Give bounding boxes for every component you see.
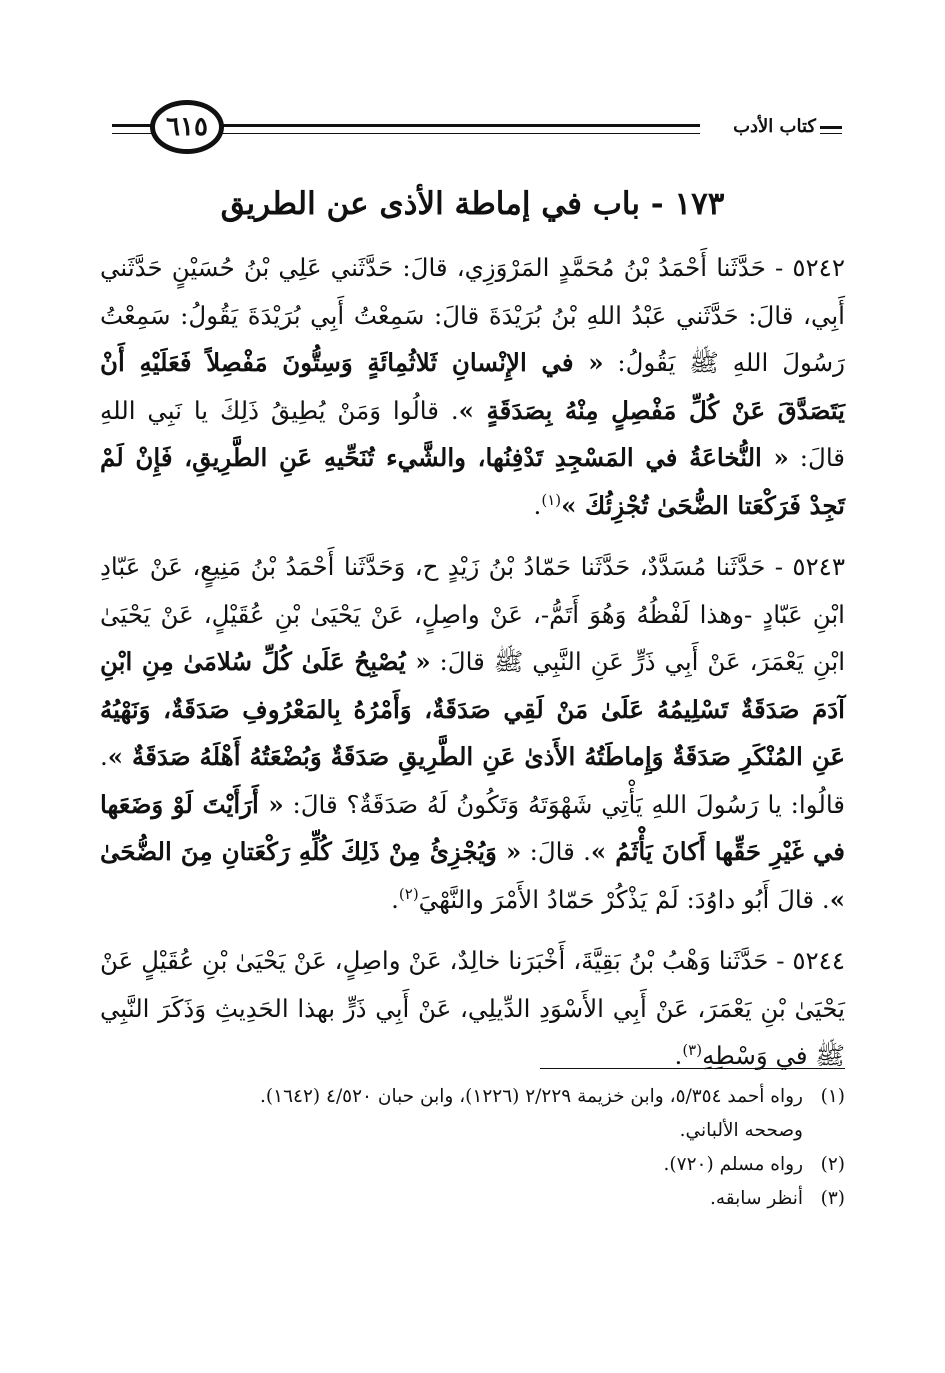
hadith-paragraph xyxy=(100,244,845,529)
header-rule-thin xyxy=(820,133,842,134)
chapter-title: ١٧٣ - باب في إماطة الأذى عن الطريق xyxy=(220,186,725,222)
hadith-quote: « يُصْبِحُ عَلَىٰ كُلِّ سُلامَىٰ مِنِ ابْنِ آدَمَ صَدَقَةٌ تَسْلِيمُهُ عَلَىٰ مَنْ لَقِي صَدَقَةٌ، وَأَمْرُهُ بِالمَعْرُوفِ صَدَقَةٌ، وَنَهْيُهُ عَنِ المُنْكَرِ صَدَقَةٌ وَإِماطَتُهُ الأَذىٰ عَنِ الطَّرِيقِ صَدَقَةٌ وَبُضْعَتُهُ أَهْلَهُ صَدَقَةٌ » xyxy=(100,647,845,771)
page-header xyxy=(0,88,945,168)
hadith-paragraph xyxy=(100,937,845,1080)
hadith-text: . xyxy=(391,884,399,914)
hadith-text: . xyxy=(533,490,542,520)
header-rule-thin xyxy=(218,133,700,134)
footnote xyxy=(100,1114,845,1148)
footnote xyxy=(100,1148,845,1182)
hadith-text: . قالُوا: يا رَسُولَ اللهِ يَأْتِي شَهْوَتَهُ وَتَكُونُ لَهُ صَدَقَةٌ؟ قالَ: xyxy=(100,742,845,819)
footnote-text: رواه مسلم (٧٢٠). xyxy=(663,1154,803,1175)
footnote-ref: (١) xyxy=(541,490,562,509)
footnote-number: (٢) xyxy=(820,1154,845,1175)
hadith-paragraph xyxy=(100,543,845,923)
footnote xyxy=(100,1080,845,1114)
footnote-text: رواه أحمد ٥/٣٥٤، وابن خزيمة ٢/٢٢٩ (١٢٢٦)، وابن حبان ٤/٥٢٠ (١٦٤٢). xyxy=(260,1086,803,1107)
header-rule xyxy=(218,124,700,127)
hadith-text: . قالَ أَبُو داوُدَ: لَمْ يَذْكُرْ حَمّادُ الأَمْرَ والنَّهْيَ xyxy=(418,884,830,914)
hadith-quote: « أَرَأَيْتَ لَوْ وَضَعَها في غَيْرِ حَقِّها أَكانَ يَأْثَمُ » xyxy=(100,789,845,866)
hadith-text: ٥٢٤٢ - حَدَّثَنا أَحْمَدُ بْنُ مُحَمَّدٍ المَرْوَزِي، قالَ: حَدَّثَني عَلِي بْنُ حُسَيْنٍ حَدَّثَني أَبِي، قالَ: حَدَّثَني عَبْدُ اللهِ بْنُ بُرَيْدَةَ قالَ: سَمِعْتُ أَبِي بُرَيْدَةَ يَقُولُ: سَمِعْتُ رَسُولَ اللهِ ﷺ يَقُولُ: xyxy=(100,253,846,377)
footnote xyxy=(100,1182,845,1216)
main-text xyxy=(100,244,845,1094)
footnote-text: أنظر سابقه. xyxy=(710,1188,803,1209)
hadith-text: . قالُوا وَمَنْ يُطِيقُ ذَلِكَ يا نَبِي اللهِ قالَ: xyxy=(100,395,845,472)
hadith-quote: « النُّخاعَةُ في المَسْجِدِ تَدْفِنُها، والشَّيء تُنَحِّيهِ عَنِ الطَّرِيقِ، فَإِنْ لَمْ تَجِدْ فَرَكْعَتا الضُّحَىٰ تُجْزِئُكَ » xyxy=(100,443,845,520)
footnotes xyxy=(100,1080,845,1216)
footnote-ref: (٢) xyxy=(398,884,419,903)
running-title: كتاب الأدب xyxy=(733,116,816,137)
hadith-text: . xyxy=(674,1041,683,1070)
hadith-quote: « في الإِنْسانِ ثَلاثُمِائَةٍ وَسِتُّونَ مَفْصِلاً فَعَلَيْهِ أَنْ يَتَصَدَّقَ عَنْ كُلِّ مَفْصِلٍ مِنْهُ بِصَدَقَةٍ » xyxy=(100,348,845,425)
footnote-ref: (٣) xyxy=(682,1040,703,1059)
footnote-separator xyxy=(540,1068,845,1069)
header-rule xyxy=(820,126,842,129)
hadith-text: . قالَ: xyxy=(521,837,591,866)
hadith-text: ٥٢٤٤ - حَدَّثَنا وَهْبُ بْنُ بَقِيَّةَ، أَخْبَرَنا خالِدٌ، عَنْ واصِلٍ، عَنْ يَحْيَىٰ بْنِ عُقَيْلٍ عَنْ يَحْيَىٰ بْنِ يَعْمَرَ، عَنْ أَبِي الأَسْوَدِ الدِّيلِي، عَنْ أَبِي ذَرٍّ بهذا الحَدِيثِ وَذَكَرَ النَّبِي ﷺ في وَسْطِهِ xyxy=(100,946,845,1070)
footnote-number: (٣) xyxy=(820,1188,845,1209)
page-number: ٦١٥ xyxy=(150,100,224,154)
footnote-number: (١) xyxy=(820,1086,845,1107)
hadith-text: ٥٢٤٣ - حَدَّثَنا مُسَدَّدٌ، حَدَّثَنا حَمّادُ بْنُ زَيْدٍ ح، وَحَدَّثَنا أَحْمَدُ بْنُ مَنِيعٍ، عَنْ عَبّادِ ابْنِ عَبّادٍ -وهذا لَفْظُهُ وَهُوَ أَتَمُّ-، عَنْ واصِلٍ، عَنْ يَحْيَىٰ بْنِ عُقَيْلٍ، عَنْ يَحْيَىٰ ابْنِ يَعْمَرَ، عَنْ أَبِي ذَرٍّ عَنِ النَّبِي ﷺ قالَ: xyxy=(100,552,846,676)
footnote-text: وصححه الألباني. xyxy=(679,1120,803,1141)
hadith-quote: « وَيُجْزِئُ مِنْ ذَلِكَ كُلِّهِ رَكْعَتانِ مِنَ الضُّحَىٰ » xyxy=(100,837,845,914)
